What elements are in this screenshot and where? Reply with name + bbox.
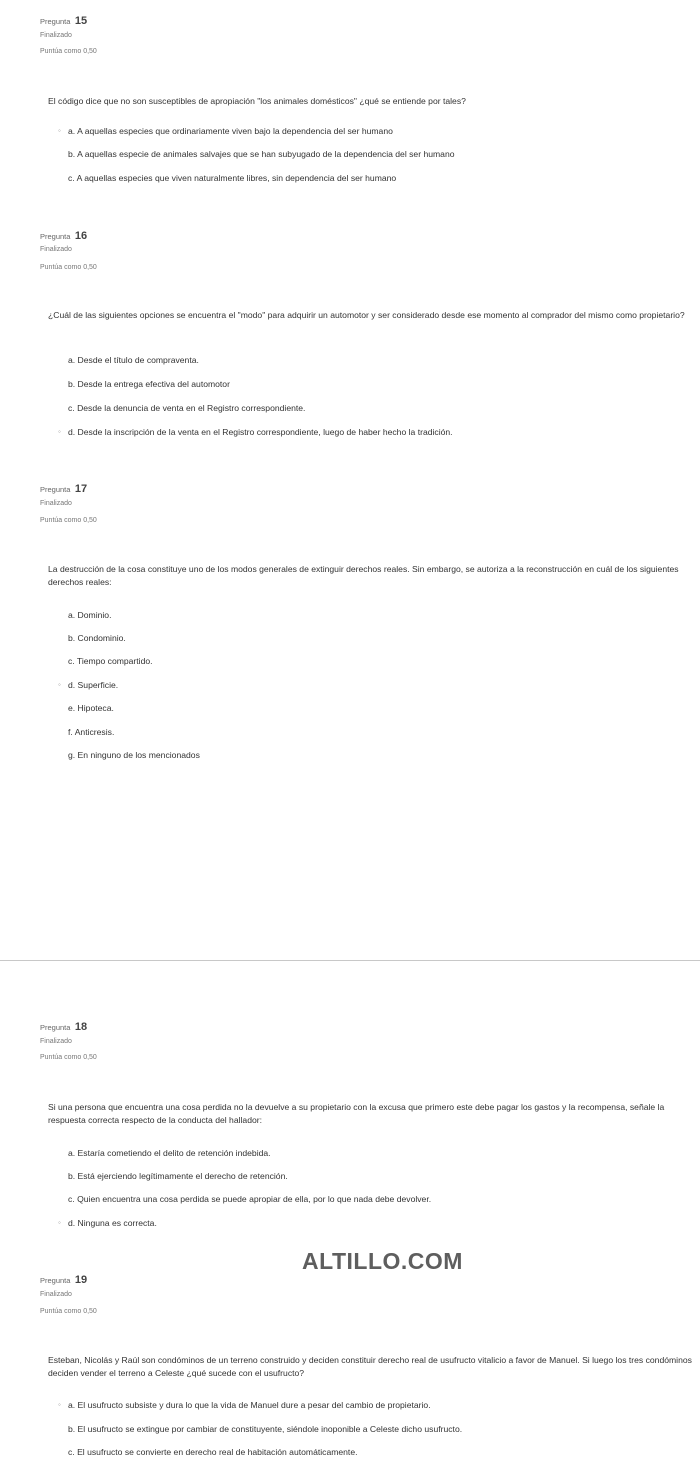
question-number: 17 [74, 483, 88, 495]
answer-option-b[interactable]: b. El usufructo se extingue por cambiar de constituyente, siéndole inoponible a Celeste dicho usufructo. [68, 1424, 463, 1434]
answer-option-g[interactable]: g. En ninguno de los mencionados [68, 750, 200, 760]
answer-option-b[interactable]: b. Desde la entrega efectiva del automotor [68, 379, 230, 389]
question-number: 18 [74, 1021, 88, 1033]
answer-option-c[interactable]: c. El usufructo se convierte en derecho real de habitación automáticamente. [68, 1447, 358, 1457]
watermark-logo: ALTILLO.COM [302, 1248, 463, 1274]
question-stem: El código dice que no son susceptibles de apropiación "los animales domésticos" ¿qué se entiende por tales? [48, 96, 466, 106]
question-number: 16 [74, 230, 88, 242]
answer-option-d[interactable]: d. Ninguna es correcta. [68, 1218, 157, 1228]
answer-option-f[interactable]: f. Anticresis. [68, 727, 115, 737]
question-label: Pregunta [40, 17, 71, 26]
question-header [40, 1270, 87, 1288]
answer-option-b[interactable]: b. Está ejerciendo legítimamente el derecho de retención. [68, 1171, 288, 1181]
question-header [40, 226, 87, 244]
question-number: 19 [74, 1274, 88, 1286]
question-stem: La destrucción de la cosa constituye uno de los modos generales de extinguir derechos reales. Sin embargo, se autoriza a la reconstrucción en cuál de los siguientes derechos reales: [48, 564, 679, 587]
answer-option-b[interactable]: b. Condominio. [68, 633, 126, 643]
question-stem: ¿Cuál de las siguientes opciones se encuentra el "modo" para adquirir un automotor y ser considerado desde ese momento al comprador del mismo como propietario? [48, 310, 685, 320]
page-divider [0, 960, 700, 961]
question-status: Finalizado [40, 246, 72, 253]
question-label: Pregunta [40, 485, 71, 494]
answer-option-e[interactable]: e. Hipoteca. [68, 703, 114, 713]
answer-option-c[interactable]: c. Quien encuentra una cosa perdida se puede apropiar de ella, por lo que nada debe devolver. [68, 1194, 432, 1204]
question-label: Pregunta [40, 1023, 71, 1032]
question-points: Puntúa como 0,50 [40, 1308, 97, 1315]
question-points: Puntúa como 0,50 [40, 48, 97, 55]
question-status: Finalizado [40, 1038, 72, 1045]
answer-option-a[interactable]: a. Estaría cometiendo el delito de retención indebida. [68, 1148, 271, 1158]
question-status: Finalizado [40, 500, 72, 507]
question-status: Finalizado [40, 1291, 72, 1298]
question-number: 15 [74, 15, 88, 27]
question-label: Pregunta [40, 232, 71, 241]
answer-option-d[interactable]: d. Superficie. [68, 680, 119, 690]
question-points: Puntúa como 0,50 [40, 1054, 97, 1061]
question-label: Pregunta [40, 1276, 71, 1285]
question-header [40, 11, 87, 29]
answer-option-a[interactable]: a. Dominio. [68, 610, 112, 620]
question-points: Puntúa como 0,50 [40, 517, 97, 524]
answer-option-b[interactable]: b. A aquellas especie de animales salvajes que se han subyugado de la dependencia del ser humano [68, 149, 455, 159]
question-header [40, 1017, 87, 1035]
answer-option-c[interactable]: c. A aquellas especies que viven naturalmente libres, sin dependencia del ser humano [68, 173, 397, 183]
answer-option-a[interactable]: a. A aquellas especies que ordinariamente viven bajo la dependencia del ser humano [68, 126, 393, 136]
selected-marker-icon: ◦ [58, 427, 61, 436]
question-stem: Esteban, Nicolás y Raúl son condóminos de un terreno construido y deciden constituir derecho real de usufructo vitalicio a favor de Manuel. Si luego los tres condóminos deciden vender el terreno a Celeste ¿qué sucede con el usufructo? [48, 1355, 692, 1378]
selected-marker-icon: ◦ [58, 680, 61, 689]
answer-option-c[interactable]: c. Desde la denuncia de venta en el Registro correspondiente. [68, 403, 306, 413]
answer-option-d[interactable]: d. Desde la inscripción de la venta en el Registro correspondiente, luego de haber hecho la tradición. [68, 427, 453, 437]
question-header [40, 479, 87, 497]
answer-option-a[interactable]: a. El usufructo subsiste y dura lo que la vida de Manuel dure a pesar del cambio de propietario. [68, 1400, 431, 1410]
selected-marker-icon: ◦ [58, 1400, 61, 1409]
answer-option-a[interactable]: a. Desde el título de compraventa. [68, 355, 199, 365]
question-status: Finalizado [40, 32, 72, 39]
question-points: Puntúa como 0,50 [40, 264, 97, 271]
selected-marker-icon: ◦ [58, 126, 61, 135]
question-stem: Si una persona que encuentra una cosa perdida no la devuelve a su propietario con la excusa que primero este debe pagar los gastos y la recompensa, señale la respuesta correcta respecto de la conducta del hallador: [48, 1102, 665, 1125]
selected-marker-icon: ◦ [58, 1218, 61, 1227]
answer-option-c[interactable]: c. Tiempo compartido. [68, 656, 153, 666]
